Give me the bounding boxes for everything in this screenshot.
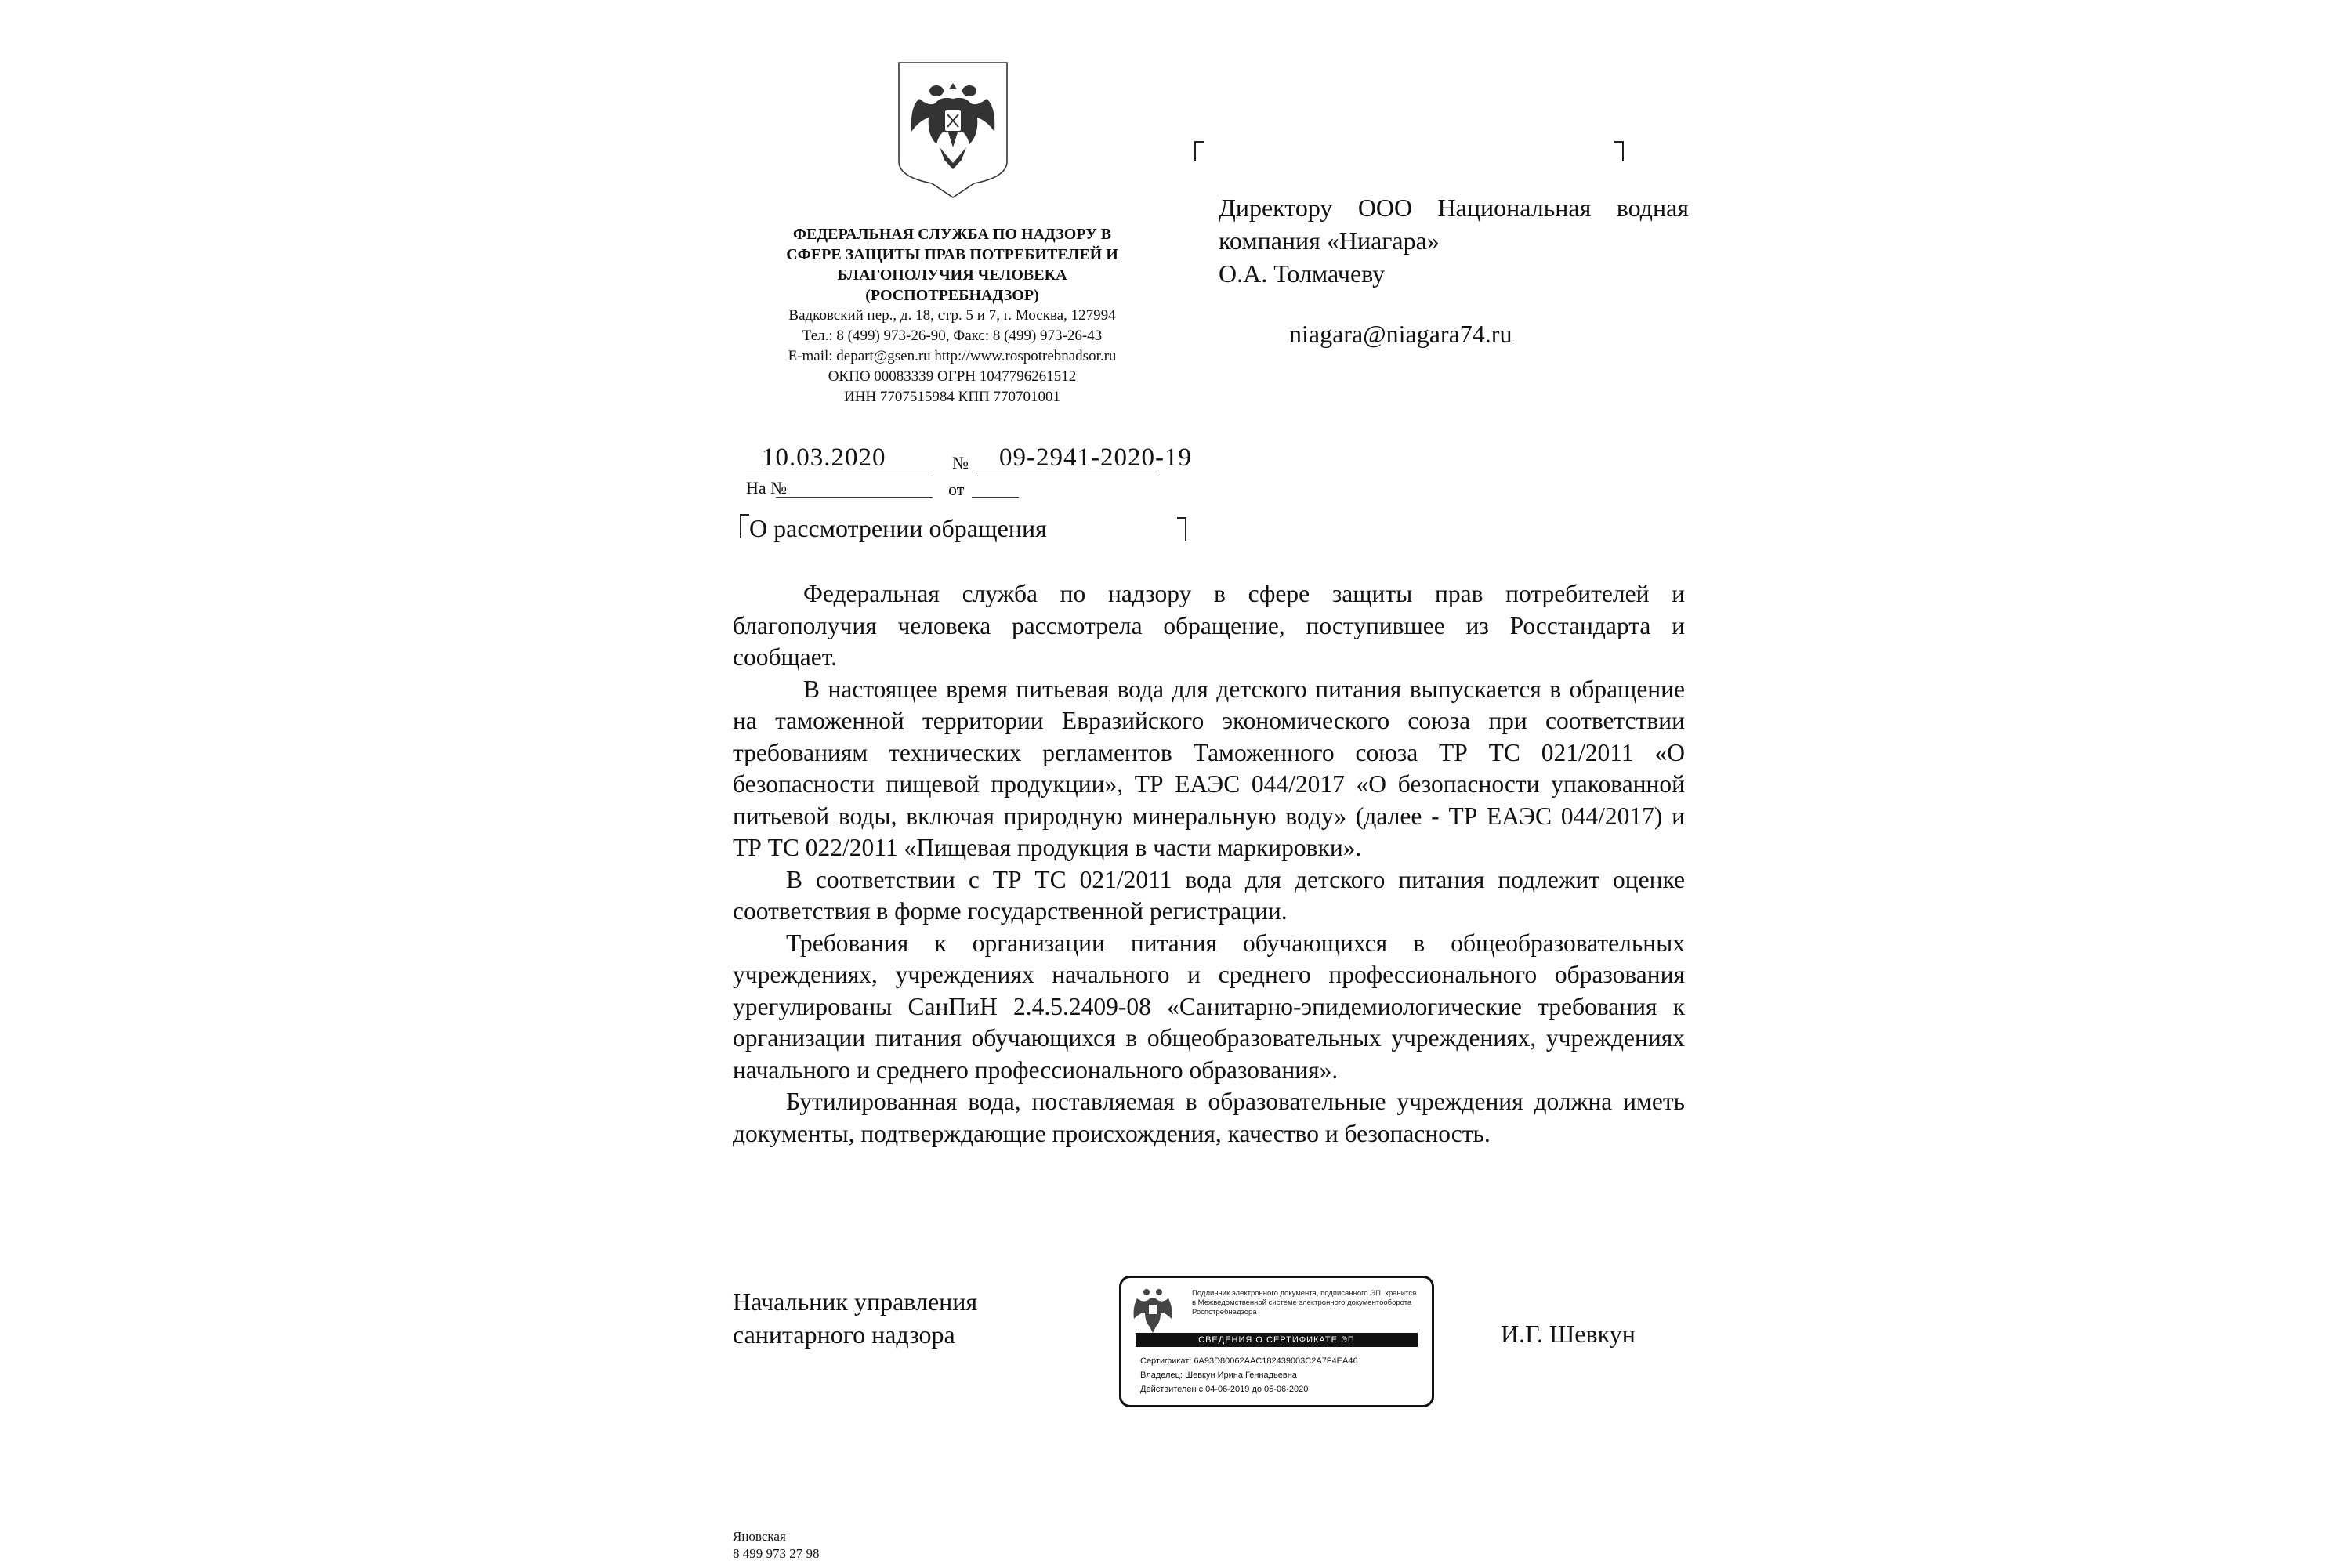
corner-mark	[1194, 141, 1204, 161]
executor-name: Яновская	[733, 1529, 786, 1544]
reference-number-label: На №	[746, 478, 788, 498]
body-paragraph: Бутилированная вода, поставляемая в образовательные учреждения должна иметь документы, подтверждающие происхождения, качество и безопасность.	[733, 1088, 1685, 1147]
corner-mark	[1614, 141, 1624, 161]
recipient-name: О.А. Толмачеву	[1219, 259, 1386, 288]
document-date: 10.03.2020	[762, 444, 886, 472]
signatory-name: И.Г. Шевкун	[1501, 1320, 1636, 1348]
corner-mark	[740, 514, 749, 538]
stamp-coat-of-arms-icon	[1131, 1284, 1175, 1336]
agency-email: E-mail: depart@gsen.ru http://www.rospotrebnadsor.ru	[788, 348, 1117, 364]
body-paragraph: В соответствии с ТР ТС 021/2011 вода для детского питания подлежит оценке соответствия в форме государственной регистрации.	[733, 865, 1685, 925]
reference-date-underline	[972, 497, 1019, 498]
executor-block	[733, 1528, 820, 1563]
stamp-owner: Владелец: Шевкун Ирина Геннадьевна	[1140, 1371, 1297, 1380]
agency-address: Вадковский пер., д. 18, стр. 5 и 7, г. Москва, 127994	[788, 307, 1116, 324]
agency-name-line: ФЕДЕРАЛЬНАЯ СЛУЖБА ПО НАДЗОРУ В	[792, 226, 1112, 243]
corner-mark	[1177, 517, 1186, 541]
subject-line: О рассмотрении обращения	[749, 514, 1047, 542]
number-label: №	[952, 453, 969, 473]
agency-name-line: СФЕРЕ ЗАЩИТЫ ПРАВ ПОТРЕБИТЕЛЕЙ И	[786, 246, 1118, 263]
signatory-title	[733, 1285, 977, 1351]
agency-name-line: БЛАГОПОЛУЧИЯ ЧЕЛОВЕКА	[837, 266, 1067, 284]
stamp-validity: Действителен с 04-06-2019 до 05-06-2020	[1140, 1385, 1309, 1394]
body-paragraph: Федеральная служба по надзору в сфере защиты прав потребителей и благополучия человека рассмотрела обращение, поступившее из Росстандарта и сообщает.	[733, 580, 1685, 671]
signatory-title-line: Начальник управления	[733, 1287, 978, 1316]
agency-block	[725, 224, 1179, 407]
executor-phone: 8 499 973 27 98	[733, 1546, 820, 1561]
reference-underline	[776, 497, 933, 498]
agency-inn: ИНН 7707515984 КПП 770701001	[843, 389, 1061, 405]
stamp-certificate: Сертификат: 6A93D80062AAC182439003C2A7F4EA46	[1140, 1356, 1358, 1366]
recipient-line: Директору ООО Национальная водная	[1219, 194, 1689, 222]
body-paragraph: В настоящее время питьевая вода для детского питания выпускается в обращение на таможенной территории Евразийского экономического союза при соответствии требованиям технических регламентов Таможенного союза ТР ТС 021/2011 «О безопасности пищевой продукции», ТР ЕАЭС 044/2017 «О безопасности упакованной питьевой воды, включая природную минеральную воду» (далее - ТР ЕАЭС 044/2017) и ТР ТС 022/2011 «Пищевая продукция в части маркировки».	[733, 675, 1685, 861]
reference-date-label: от	[948, 480, 965, 499]
agency-name-line: (РОСПОТРЕБНАДЗОР)	[865, 287, 1039, 304]
signatory-title-line: санитарного надзора	[733, 1320, 955, 1349]
recipient-email: niagara@niagara74.ru	[1289, 320, 1512, 348]
recipient-company: компания «Ниагара»	[1219, 226, 1440, 255]
e-signature-stamp	[1119, 1276, 1434, 1407]
agency-okpo: ОКПО 00083339 ОГРН 1047796261512	[828, 368, 1077, 385]
recipient-block	[1219, 191, 1689, 290]
coat-of-arms-icon	[896, 60, 1010, 201]
agency-phone: Тел.: 8 (499) 973-26-90, Факс: 8 (499) 973-26-43	[802, 328, 1103, 344]
body-paragraph: Требования к организации питания обучающихся в общеобразовательных учреждениях, учреждениях начального и среднего профессионального образования урегулированы СанПиН 2.4.5.2409-08 «Санитарно-эпидемиологические требования к организации питания обучающихся в общеобразовательных учреждениях, учреждениях начального и среднего профессионального образования».	[733, 929, 1685, 1084]
document-number: 09-2941-2020-19	[999, 444, 1192, 472]
letter-body	[733, 578, 1685, 1150]
stamp-header-text: Подлинник электронного документа, подписанного ЭП, хранится в Межведомственной системе электронного документооборота Роспотребнадзора	[1192, 1289, 1417, 1316]
stamp-certificate-bar: СВЕДЕНИЯ О СЕРТИФИКАТЕ ЭП	[1136, 1333, 1418, 1347]
